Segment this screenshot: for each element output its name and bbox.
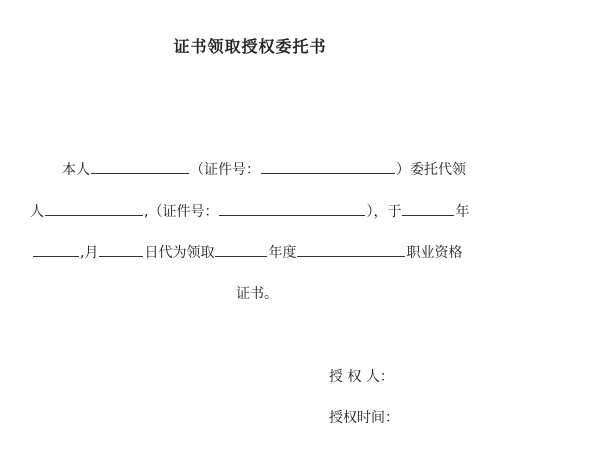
year-blank[interactable] bbox=[402, 202, 454, 216]
text-segment: 年度 bbox=[268, 245, 297, 261]
text-segment: 年 bbox=[455, 204, 470, 220]
paragraph-line-1 bbox=[62, 160, 466, 179]
paragraph-line-4: 证书。 bbox=[236, 286, 278, 302]
text-segment: ），于 bbox=[366, 204, 402, 220]
paragraph-line-2 bbox=[30, 202, 469, 221]
certificate-year-blank[interactable] bbox=[215, 243, 267, 257]
text-segment: 人 bbox=[30, 204, 44, 220]
qualification-name-blank[interactable] bbox=[297, 243, 405, 257]
text-segment: 日代为领取 bbox=[144, 245, 215, 261]
agent-name-blank[interactable] bbox=[45, 202, 143, 216]
text-segment: （证件号： bbox=[190, 162, 260, 178]
month-blank[interactable] bbox=[33, 243, 79, 257]
paragraph-line-3 bbox=[32, 243, 462, 262]
authorization-date-label: 授权时间： bbox=[329, 410, 399, 426]
text-segment: ）委托代领 bbox=[396, 162, 466, 178]
day-blank[interactable] bbox=[99, 243, 143, 257]
agent-id-blank[interactable] bbox=[219, 202, 365, 216]
text-segment: ,月 bbox=[80, 245, 99, 261]
text-segment: ,（证件号： bbox=[144, 204, 219, 220]
text-segment: 本人 bbox=[62, 162, 90, 178]
authorizer-label: 授 权 人： bbox=[329, 369, 394, 385]
principal-id-blank[interactable] bbox=[261, 160, 395, 174]
document-title: 证书领取授权委托书 bbox=[173, 37, 327, 56]
text-segment: 职业资格 bbox=[406, 245, 463, 261]
principal-name-blank[interactable] bbox=[91, 160, 189, 174]
